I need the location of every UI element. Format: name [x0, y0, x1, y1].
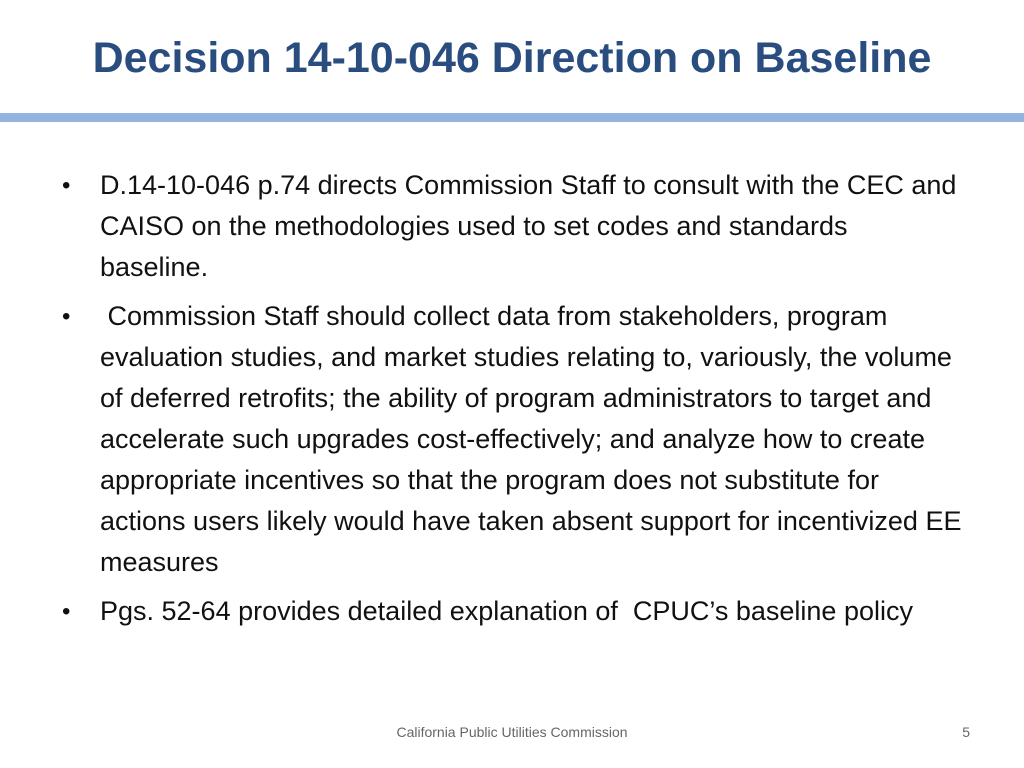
title-divider — [0, 113, 1024, 122]
slide-title: Decision 14-10-046 Direction on Baseline — [92, 34, 932, 82]
bullet-text: D.14-10-046 p.74 directs Commission Staff to consult with the CEC and CAISO on the methodologies used to set codes and standards baseline. — [100, 170, 957, 282]
bullet-text: Commission Staff should collect data from stakeholders, program evaluation studies, and market studies relating to, variously, the volume of deferred retrofits; the ability of program administrators to target and accelerate such upgrades cost-effectively; and analyze how to create appropriate incentives so that the program does not substitute for actions users likely would have taken absent support for incentivized EE measures — [100, 301, 969, 577]
footer-text: California Public Utilities Commission — [396, 724, 628, 740]
bullet-icon: • — [62, 172, 71, 199]
bullet-item — [62, 165, 962, 288]
bullet-item — [62, 296, 969, 583]
bullet-list — [62, 165, 969, 640]
bullet-item — [62, 591, 962, 632]
bullet-icon: • — [62, 598, 71, 625]
bullet-icon: • — [62, 303, 71, 330]
bullet-text: Pgs. 52-64 provides detailed explanation of CPUC’s baseline policy — [100, 596, 913, 626]
page-number: 5 — [962, 724, 970, 740]
